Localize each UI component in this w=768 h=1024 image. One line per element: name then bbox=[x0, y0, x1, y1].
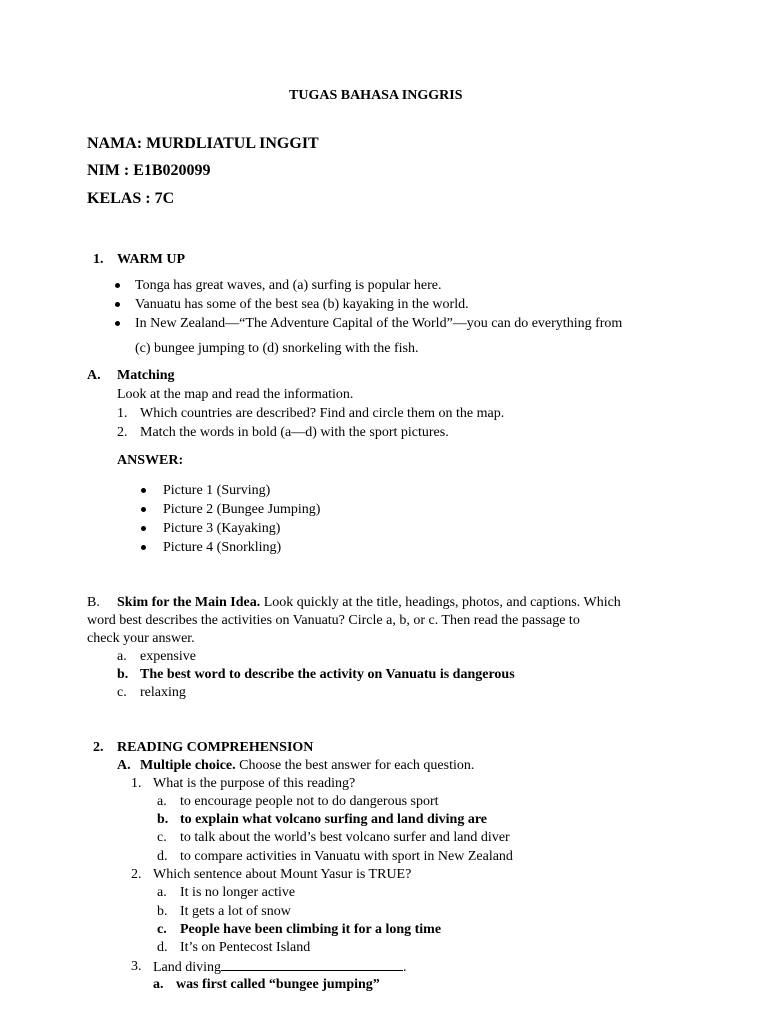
option-letter: c. bbox=[157, 922, 167, 937]
student-class: KELAS : 7C bbox=[87, 190, 175, 207]
student-nim: NIM : E1B020099 bbox=[87, 162, 211, 179]
answer-item: Picture 4 (Snorkling) bbox=[163, 540, 282, 555]
skim-text: word best describes the activities on Vanuatu? Circle a, b, or c. Then read the passage to bbox=[87, 613, 580, 628]
reading-sub-heading: Multiple choice. bbox=[140, 758, 236, 773]
question-number: 3. bbox=[131, 959, 142, 974]
answer-item: Picture 1 (Surving) bbox=[163, 483, 271, 498]
option-text: to encourage people not to do dangerous sport bbox=[180, 794, 439, 809]
question-number: 1. bbox=[131, 776, 142, 791]
question-text: What is the purpose of this reading? bbox=[153, 776, 356, 791]
option-letter: a. bbox=[157, 794, 167, 809]
matching-step-text: Match the words in bold (a—d) with the sport pictures. bbox=[140, 425, 449, 440]
answer-item: Picture 2 (Bungee Jumping) bbox=[163, 502, 321, 517]
bullet-icon bbox=[141, 526, 146, 531]
reading-number: 2. bbox=[93, 740, 104, 755]
option-letter: c. bbox=[157, 830, 167, 845]
answer-label: ANSWER: bbox=[117, 453, 184, 468]
answer-blank bbox=[221, 958, 403, 971]
option-letter: b. bbox=[157, 812, 169, 827]
option-letter: d. bbox=[157, 940, 168, 955]
bullet-icon bbox=[115, 302, 120, 307]
option-letter: d. bbox=[157, 849, 168, 864]
question-text: Land diving bbox=[153, 960, 222, 975]
reading-sub-letter: A. bbox=[117, 758, 131, 773]
option-letter: a. bbox=[153, 977, 164, 992]
option-text-selected: People have been climbing it for a long time bbox=[180, 922, 442, 937]
skim-text: Look quickly at the title, headings, photos, and captions. Which bbox=[263, 595, 621, 610]
option-text: expensive bbox=[140, 649, 196, 664]
option-text-selected: was first called “bungee jumping” bbox=[176, 977, 380, 992]
bullet-icon bbox=[141, 545, 146, 550]
warm-up-bullet-continuation: (c) bungee jumping to (d) snorkeling with the fish. bbox=[135, 341, 419, 356]
option-text: It is no longer active bbox=[180, 885, 296, 900]
page-title: TUGAS BAHASA INGGRIS bbox=[289, 88, 463, 103]
question-number: 2. bbox=[131, 867, 142, 882]
matching-letter: A. bbox=[87, 368, 101, 383]
warm-up-bullet: Vanuatu has some of the best sea (b) kayaking in the world. bbox=[135, 297, 469, 312]
matching-step-number: 2. bbox=[117, 425, 128, 440]
matching-heading: Matching bbox=[117, 368, 175, 383]
option-letter: b. bbox=[117, 667, 129, 682]
question-line bbox=[153, 958, 407, 976]
student-name: NAMA: MURDLIATUL INGGIT bbox=[87, 135, 319, 152]
skim-letter: B. bbox=[87, 595, 100, 610]
warm-up-bullet: Tonga has great waves, and (a) surfing is popular here. bbox=[135, 278, 442, 293]
answer-item: Picture 3 (Kayaking) bbox=[163, 521, 281, 536]
warm-up-heading: WARM UP bbox=[117, 252, 186, 267]
question-text: Which sentence about Mount Yasur is TRUE? bbox=[153, 867, 412, 882]
matching-intro: Look at the map and read the information. bbox=[117, 387, 354, 402]
option-text: relaxing bbox=[140, 685, 186, 700]
skim-heading: Skim for the Main Idea. bbox=[117, 595, 261, 610]
skim-text: check your answer. bbox=[87, 631, 195, 646]
option-letter: a. bbox=[117, 649, 127, 664]
bullet-icon bbox=[141, 507, 146, 512]
option-letter: b. bbox=[157, 904, 168, 919]
option-letter: a. bbox=[157, 885, 167, 900]
bullet-icon bbox=[141, 488, 146, 493]
option-text: It’s on Pentecost Island bbox=[180, 940, 311, 955]
bullet-icon bbox=[115, 321, 120, 326]
option-text: It gets a lot of snow bbox=[180, 904, 291, 919]
option-text: to talk about the world’s best volcano surfer and land diver bbox=[180, 830, 510, 845]
matching-step-text: Which countries are described? Find and circle them on the map. bbox=[140, 406, 505, 421]
warm-up-bullet: In New Zealand—“The Adventure Capital of the World”—you can do everything from bbox=[135, 316, 623, 331]
bullet-icon bbox=[115, 283, 120, 288]
reading-sub-text: Choose the best answer for each question. bbox=[239, 758, 475, 773]
reading-sub-instruction bbox=[140, 757, 474, 774]
option-text-selected: to explain what volcano surfing and land diving are bbox=[180, 812, 488, 827]
option-text-selected: The best word to describe the activity on Vanuatu is dangerous bbox=[140, 667, 515, 682]
option-text: to compare activities in Vanuatu with sport in New Zealand bbox=[180, 849, 513, 864]
skim-paragraph bbox=[117, 594, 621, 611]
reading-heading: READING COMPREHENSION bbox=[117, 740, 314, 755]
warm-up-number: 1. bbox=[93, 252, 104, 267]
matching-step-number: 1. bbox=[117, 406, 128, 421]
option-letter: c. bbox=[117, 685, 127, 700]
question-end: . bbox=[403, 960, 407, 975]
